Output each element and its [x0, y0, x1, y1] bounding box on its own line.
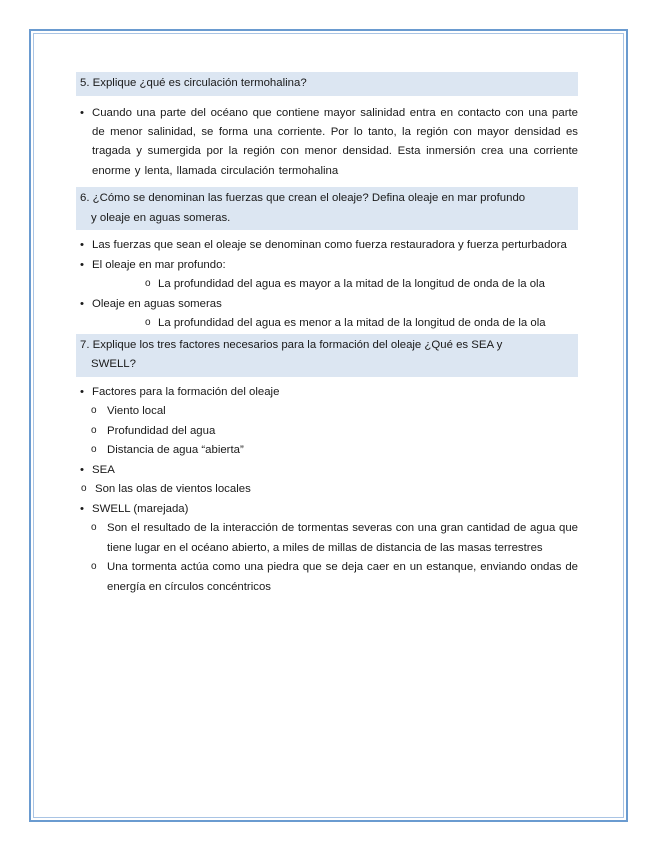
question-6-bullet-shallow-water: • Oleaje en aguas someras — [76, 295, 578, 315]
question-7-title-line2: SWELL? — [91, 358, 136, 371]
sea-item: o Son las olas de vientos locales — [76, 480, 578, 500]
question-6-sub-deep-water: o La profundidad del agua es mayor a la mitad de la longitud de onda de la ola — [76, 275, 578, 295]
question-6-answer-list — [76, 236, 578, 334]
factor-item: o Viento local — [76, 402, 578, 422]
question-5-heading — [76, 72, 578, 96]
question-7-bullet-sea: • SEA — [76, 461, 578, 481]
question-7-bullet-factors: • Factores para la formación del oleaje — [76, 383, 578, 403]
question-6-bullet-deep-water: • El oleaje en mar profundo: — [76, 256, 578, 276]
question-7-title-line1: 7. Explique los tres factores necesarios para la formación del oleaje ¿Qué es SEA y — [80, 338, 503, 351]
swell-item: o Son el resultado de la interacción de tormentas severas con una gran cantidad de agua que tiene lugar en el océano abierto, a miles de millas de distancia de las masas terrestres — [76, 519, 578, 558]
factor-item: o Distancia de agua “abierta” — [76, 441, 578, 461]
question-7-heading — [76, 334, 578, 377]
question-6-bullet-forces: • Las fuerzas que sean el oleaje se denominan como fuerza restauradora y fuerza perturbadora — [76, 236, 578, 256]
document-content — [76, 72, 578, 597]
question-5-title: 5. Explique ¿qué es circulación termohalina? — [80, 77, 307, 89]
question-6-sub-shallow-water: o La profundidad del agua es menor a la mitad de la longitud de onda de la ola — [76, 314, 578, 334]
swell-item: o Una tormenta actúa como una piedra que se deja caer en un estanque, enviando ondas de energía en círculos concéntricos — [76, 558, 578, 597]
factor-item: o Profundidad del agua — [76, 422, 578, 442]
question-6-title-line1: 6. ¿Cómo se denominan las fuerzas que crean el oleaje? Defina oleaje en mar profundo — [80, 192, 526, 205]
question-5-answer: • Cuando una parte del océano que contiene mayor salinidad entra en contacto con una parte de menor salinidad, se forma una corriente. Por lo tanto, la región con mayor densidad es tragada y sumergida por la región con menor densidad. Esta inmersión crea una corriente enorme y lenta, llamada circulación termohalina — [76, 104, 578, 182]
question-7-bullet-swell: • SWELL (marejada) — [76, 500, 578, 520]
question-6-heading — [76, 187, 578, 230]
question-7-answer-list — [76, 383, 578, 598]
question-6-title-line2: y oleaje en aguas someras. — [91, 211, 231, 224]
question-5-answer-list — [76, 104, 578, 182]
